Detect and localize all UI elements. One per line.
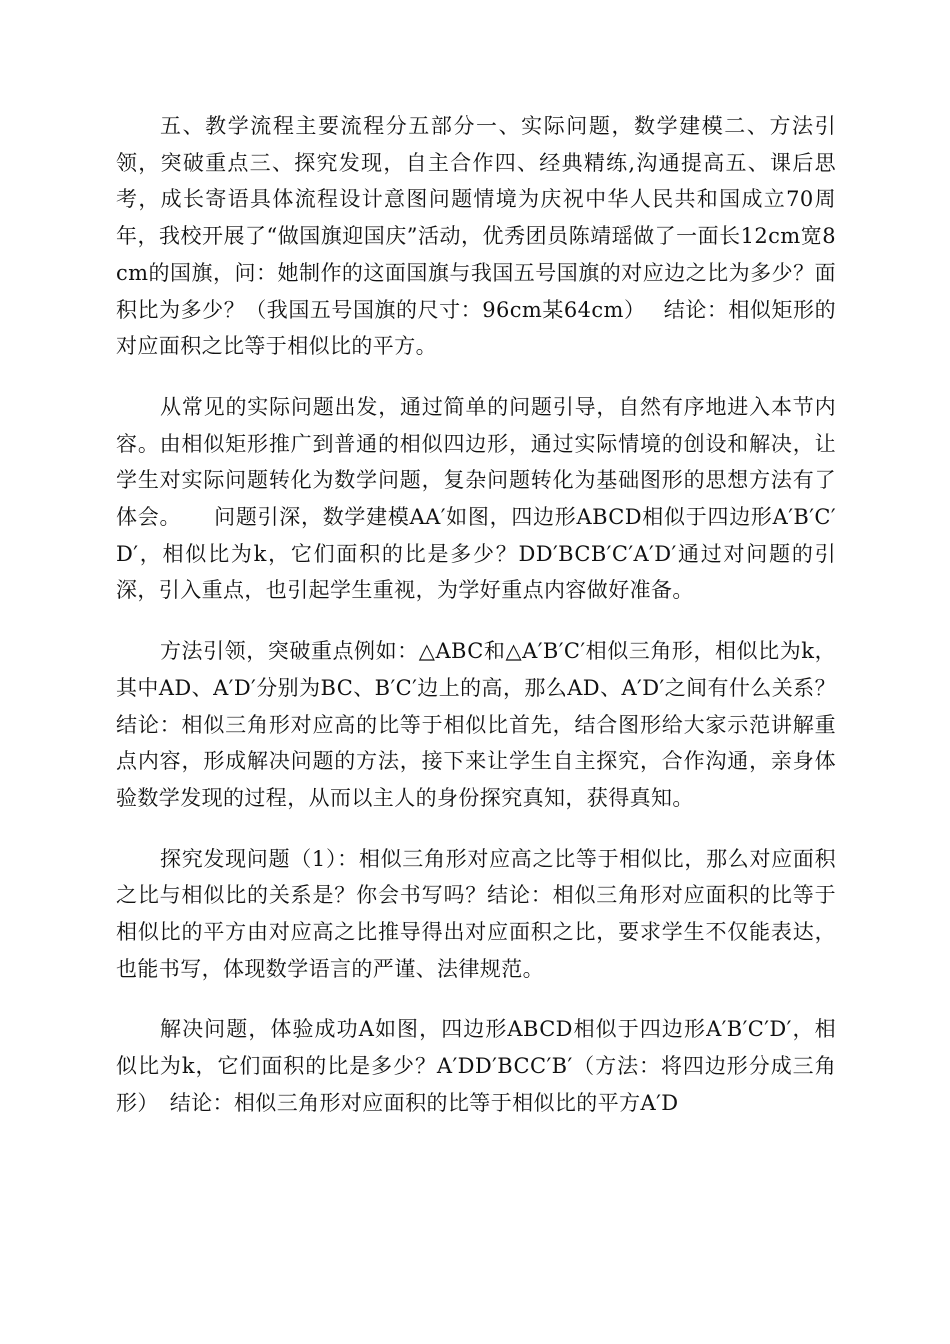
paragraph-exploration: 探究发现问题（1）：相似三角形对应高之比等于相似比，那么对应面积之比与相似比的关系是？你会书写吗？结论：相似三角形对应面积的比等于相似比的平方由对应高之比推导得出对应面积之比，要求学生不仅能表达，也能书写，体现数学语言的严谨、法律规范。 [116, 846, 836, 981]
document-page [116, 108, 836, 1146]
paragraph-design-intent: 从常见的实际问题出发，通过简单的问题引导，自然有序地进入本节内容。由相似矩形推广到普通的相似四边形，通过实际情境的创设和解决，让学生对实际问题转化为数学问题，复杂问题转化为基础图形的思想方法有了体会。 问题引深，数学建模AA′如图，四边形ABCD相似于四边形A′B′C′D′，相似比为k，它们面积的比是多少？DD′BCB′C′A′D′通过对问题的引深，引入重点，也引起学生重视，为学好重点内容做好准备。 [116, 394, 836, 603]
paragraph-problem-solving: 解决问题，体验成功A如图，四边形ABCD相似于四边形A′B′C′D′，相似比为k，它们面积的比是多少？A′DD′BCC′B′（方法：将四边形分成三角形） 结论：相似三角形对应面积的比等于相似比的平方A′D [116, 1017, 836, 1115]
paragraph-teaching-process: 五、教学流程主要流程分五部分一、实际问题，数学建模二、方法引领，突破重点三、探究发现，自主合作四、经典精练,沟通提高五、课后思考，成长寄语具体流程设计意图问题情境为庆祝中华人民共和国成立70周年，我校开展了“做国旗迎国庆”活动，优秀团员陈靖瑶做了一面长12cm宽8cm的国旗，问：她制作的这面国旗与我国五号国旗的对应边之比为多少？面积比为多少？（我国五号国旗的尺寸：96cm某64cm） 结论：相似矩形的对应面积之比等于相似比的平方。 [116, 114, 836, 359]
paragraph-method-guidance: 方法引领，突破重点例如：△ABC和△A′B′C′相似三角形，相似比为k，其中AD、A′D′分别为BC、B′C′边上的高，那么AD、A′D′之间有什么关系？结论：相似三角形对应高的比等于相似比首先，结合图形给大家示范讲解重点内容，形成解决问题的方法，接下来让学生自主探究，合作沟通，亲身体验数学发现的过程，从而以主人的身份探究真知，获得真知。 [116, 639, 836, 810]
